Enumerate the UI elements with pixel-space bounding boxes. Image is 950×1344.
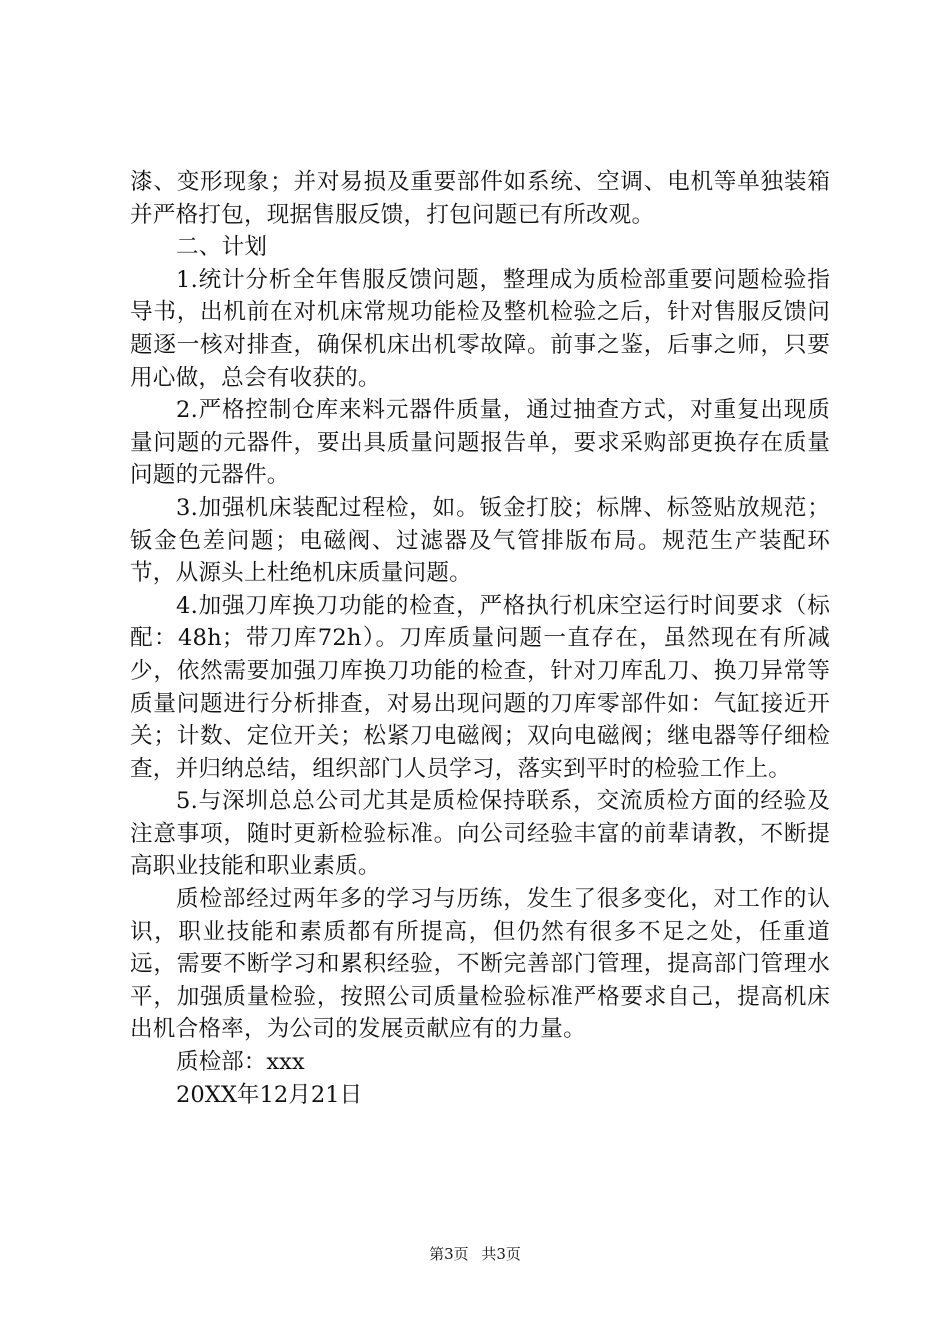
document-body bbox=[130, 166, 830, 1111]
plan-item-2: 2.严格控制仓库来料元器件质量，通过抽查方式，对重复出现质量问题的元器件，要出具质量问题报告单，要求采购部更换存在质量问题的元器件。 bbox=[130, 397, 830, 489]
plan-item-3: 3.加强机床装配过程检，如。钣金打胶；标牌、标签贴放规范；钣金色差问题；电磁阀、过滤器及气管排版布局。规范生产装配环节，从源头上杜绝机床质量问题。 bbox=[130, 494, 830, 587]
signature-date: 20XX年12月21日 bbox=[176, 1081, 363, 1108]
paragraph-continuation: 漆、变形现象；并对易损及重要部件如系统、空调、电机等单独装箱并严格打包，现据售服反馈，打包问题已有所改观。 bbox=[130, 169, 830, 228]
plan-item-4: 4.加强刀库换刀功能的检查，严格执行机床空运行时间要求（标配：48h；带刀库72h）。刀库质量问题一直存在，虽然现在有所减少，依然需要加强刀库换刀功能的检查，针对刀库乱刀、换刀异常等质量问题进行分析排查，对易出现问题的刀库零部件如：气缸接近开关；计数、定位开关；松紧刀电磁阀；双向电磁阀；继电器等仔细检查，并归纳总结，组织部门人员学习，落实到平时的检验工作上。 bbox=[130, 592, 830, 782]
conclusion-paragraph: 质检部经过两年多的学习与历练，发生了很多变化，对工作的认识，职业技能和素质都有所提高，但仍然有很多不足之处，任重道远，需要不断学习和累积经验，不断完善部门管理，提高部门管理水平，加强质量检验，按照公司质量检验标准严格要求自己，提高机床出机合格率，为公司的发展贡献应有的力量。 bbox=[130, 886, 830, 1043]
page-number-current: 第3页 bbox=[429, 1245, 469, 1263]
section-heading-plan: 二、计划 bbox=[176, 234, 268, 261]
plan-item-1: 1.统计分析全年售服反馈问题，整理成为质检部重要问题检验指导书，出机前在对机床常规功能检及整机检验之后，针对售服反馈问题逐一核对排查，确保机床出机零故障。前事之鉴，后事之师，只要用心做，总会有收获的。 bbox=[130, 266, 830, 391]
page-footer bbox=[0, 1244, 950, 1264]
plan-item-5: 5.与深圳总总公司尤其是质检保持联系，交流质检方面的经验及注意事项，随时更新检验标准。向公司经验丰富的前辈请教，不断提高职业技能和职业素质。 bbox=[130, 788, 830, 880]
page-number-total: 共3页 bbox=[481, 1245, 521, 1263]
signature-department: 质检部：xxx bbox=[176, 1049, 305, 1076]
